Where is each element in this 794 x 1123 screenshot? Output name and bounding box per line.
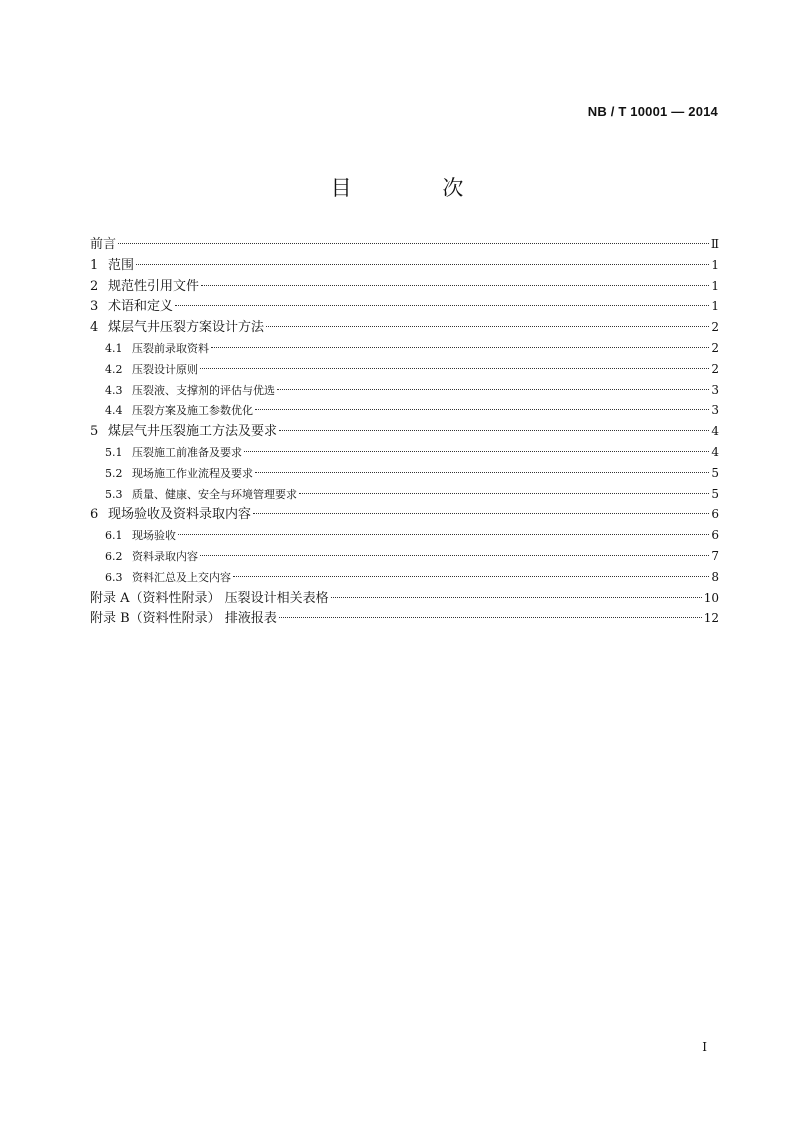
toc-entry-number: 3 bbox=[90, 299, 99, 315]
toc-entry-number: 4.4 bbox=[105, 404, 123, 418]
toc-entry-text: 煤层气井压裂方案设计方法 bbox=[108, 320, 265, 336]
toc-entry-page: 4 bbox=[711, 424, 719, 439]
toc-entry-number: 4.2 bbox=[105, 362, 123, 376]
toc-entry-page: 10 bbox=[703, 590, 719, 605]
toc-entry-text: 附录 A（资料性附录） 压裂设计相关表格 bbox=[90, 590, 329, 606]
toc-entry-page: 4 bbox=[711, 444, 719, 459]
toc-entry-text: 压裂液、支撑剂的评估与优选 bbox=[132, 383, 275, 397]
toc-entry-number: 4.1 bbox=[105, 341, 123, 355]
dot-leader bbox=[331, 597, 702, 598]
standard-code: NB / T 10001 — 2014 bbox=[587, 104, 718, 119]
toc-entry-text: 前言 bbox=[90, 237, 117, 252]
toc-entry-text: 质量、健康、安全与环境管理要求 bbox=[132, 487, 297, 501]
dot-leader bbox=[279, 617, 702, 618]
toc-entry-5-3[interactable] bbox=[90, 484, 719, 505]
toc-entry-number: 1 bbox=[90, 257, 99, 273]
dot-leader bbox=[244, 451, 709, 452]
toc-entry-page: 12 bbox=[703, 611, 719, 626]
toc-entry-text: 现场验收 bbox=[132, 529, 176, 543]
toc-entry-number: 2 bbox=[90, 278, 99, 294]
toc-entry-text: 资料录取内容 bbox=[132, 549, 198, 563]
dot-leader bbox=[201, 285, 709, 286]
dot-leader bbox=[118, 243, 709, 244]
toc-entry-3[interactable] bbox=[90, 296, 719, 317]
toc-entry-number: 5.2 bbox=[105, 466, 123, 480]
toc-entry-1[interactable] bbox=[90, 255, 719, 276]
toc-entry-page: 1 bbox=[711, 278, 719, 293]
toc-entry-number: 6.2 bbox=[105, 549, 123, 563]
toc-entry-page: 5 bbox=[711, 465, 719, 480]
toc-entry-text: 术语和定义 bbox=[108, 299, 174, 315]
toc-entry-page: 2 bbox=[711, 320, 719, 335]
toc-entry-text: 压裂前录取资料 bbox=[132, 341, 209, 355]
dot-leader bbox=[233, 576, 709, 577]
toc-entry-page: 8 bbox=[711, 569, 719, 584]
toc-entry-text: 附录 B（资料性附录） 排液报表 bbox=[90, 611, 277, 627]
toc-entry-6-3[interactable] bbox=[90, 567, 719, 588]
toc-entry-text: 范围 bbox=[108, 257, 135, 273]
toc-entry-text: 规范性引用文件 bbox=[108, 278, 200, 294]
toc-entry-6-2[interactable] bbox=[90, 546, 719, 567]
dot-leader bbox=[200, 555, 709, 556]
dot-leader bbox=[178, 534, 709, 535]
dot-leader bbox=[255, 472, 709, 473]
toc-entry-page: 3 bbox=[711, 403, 719, 418]
toc-list bbox=[90, 234, 719, 629]
toc-entry-5-1[interactable] bbox=[90, 442, 719, 463]
toc-entry-4-2[interactable] bbox=[90, 359, 719, 380]
toc-entry-text: 煤层气井压裂施工方法及要求 bbox=[108, 424, 278, 440]
dot-leader bbox=[279, 430, 709, 431]
toc-entry-2[interactable] bbox=[90, 276, 719, 297]
dot-leader bbox=[136, 264, 709, 265]
toc-entry-4[interactable] bbox=[90, 317, 719, 338]
dot-leader bbox=[253, 513, 709, 514]
toc-entry-4-1[interactable] bbox=[90, 338, 719, 359]
toc-entry-page: 1 bbox=[711, 257, 719, 272]
toc-entry-number: 4.3 bbox=[105, 383, 123, 397]
toc-entry-page: 3 bbox=[711, 382, 719, 397]
toc-entry-page: 6 bbox=[711, 528, 719, 543]
toc-entry-number: 4 bbox=[90, 320, 99, 336]
toc-entry-number: 6 bbox=[90, 507, 99, 523]
dot-leader bbox=[266, 326, 709, 327]
toc-title: 目 次 bbox=[330, 176, 506, 200]
toc-entry-page: 6 bbox=[711, 507, 719, 522]
dot-leader bbox=[277, 389, 709, 390]
toc-entry-text: 现场验收及资料录取内容 bbox=[108, 507, 252, 523]
toc-entry-number: 5.1 bbox=[105, 445, 123, 459]
page-number: I bbox=[702, 1040, 707, 1054]
toc-entry-appendix-b[interactable] bbox=[90, 608, 719, 629]
dot-leader bbox=[299, 493, 709, 494]
toc-entry-page: 5 bbox=[711, 486, 719, 501]
toc-entry-6-1[interactable] bbox=[90, 525, 719, 546]
toc-entry-page: 7 bbox=[711, 548, 719, 563]
toc-entry-5[interactable] bbox=[90, 421, 719, 442]
dot-leader bbox=[200, 368, 709, 369]
toc-entry-appendix-a[interactable] bbox=[90, 588, 719, 609]
toc-entry-number: 6.1 bbox=[105, 529, 123, 543]
toc-entry-foreword[interactable] bbox=[90, 234, 719, 255]
toc-entry-text: 压裂设计原则 bbox=[132, 362, 198, 376]
toc-entry-page: 2 bbox=[711, 361, 719, 376]
toc-entry-page: 1 bbox=[711, 299, 719, 314]
toc-entry-4-4[interactable] bbox=[90, 400, 719, 421]
toc-entry-5-2[interactable] bbox=[90, 463, 719, 484]
dot-leader bbox=[175, 305, 709, 306]
toc-entry-4-3[interactable] bbox=[90, 380, 719, 401]
toc-entry-number: 6.3 bbox=[105, 570, 123, 584]
toc-entry-number: 5 bbox=[90, 424, 99, 440]
toc-entry-page: Ⅱ bbox=[710, 237, 719, 251]
toc-entry-6[interactable] bbox=[90, 504, 719, 525]
dot-leader bbox=[255, 409, 709, 410]
toc-entry-text: 资料汇总及上交内容 bbox=[132, 570, 231, 584]
toc-entry-text: 现场施工作业流程及要求 bbox=[132, 466, 253, 480]
dot-leader bbox=[211, 347, 709, 348]
toc-entry-page: 2 bbox=[711, 340, 719, 355]
toc-entry-number: 5.3 bbox=[105, 487, 123, 501]
toc-entry-text: 压裂施工前准备及要求 bbox=[132, 445, 242, 459]
toc-entry-text: 压裂方案及施工参数优化 bbox=[132, 404, 253, 418]
